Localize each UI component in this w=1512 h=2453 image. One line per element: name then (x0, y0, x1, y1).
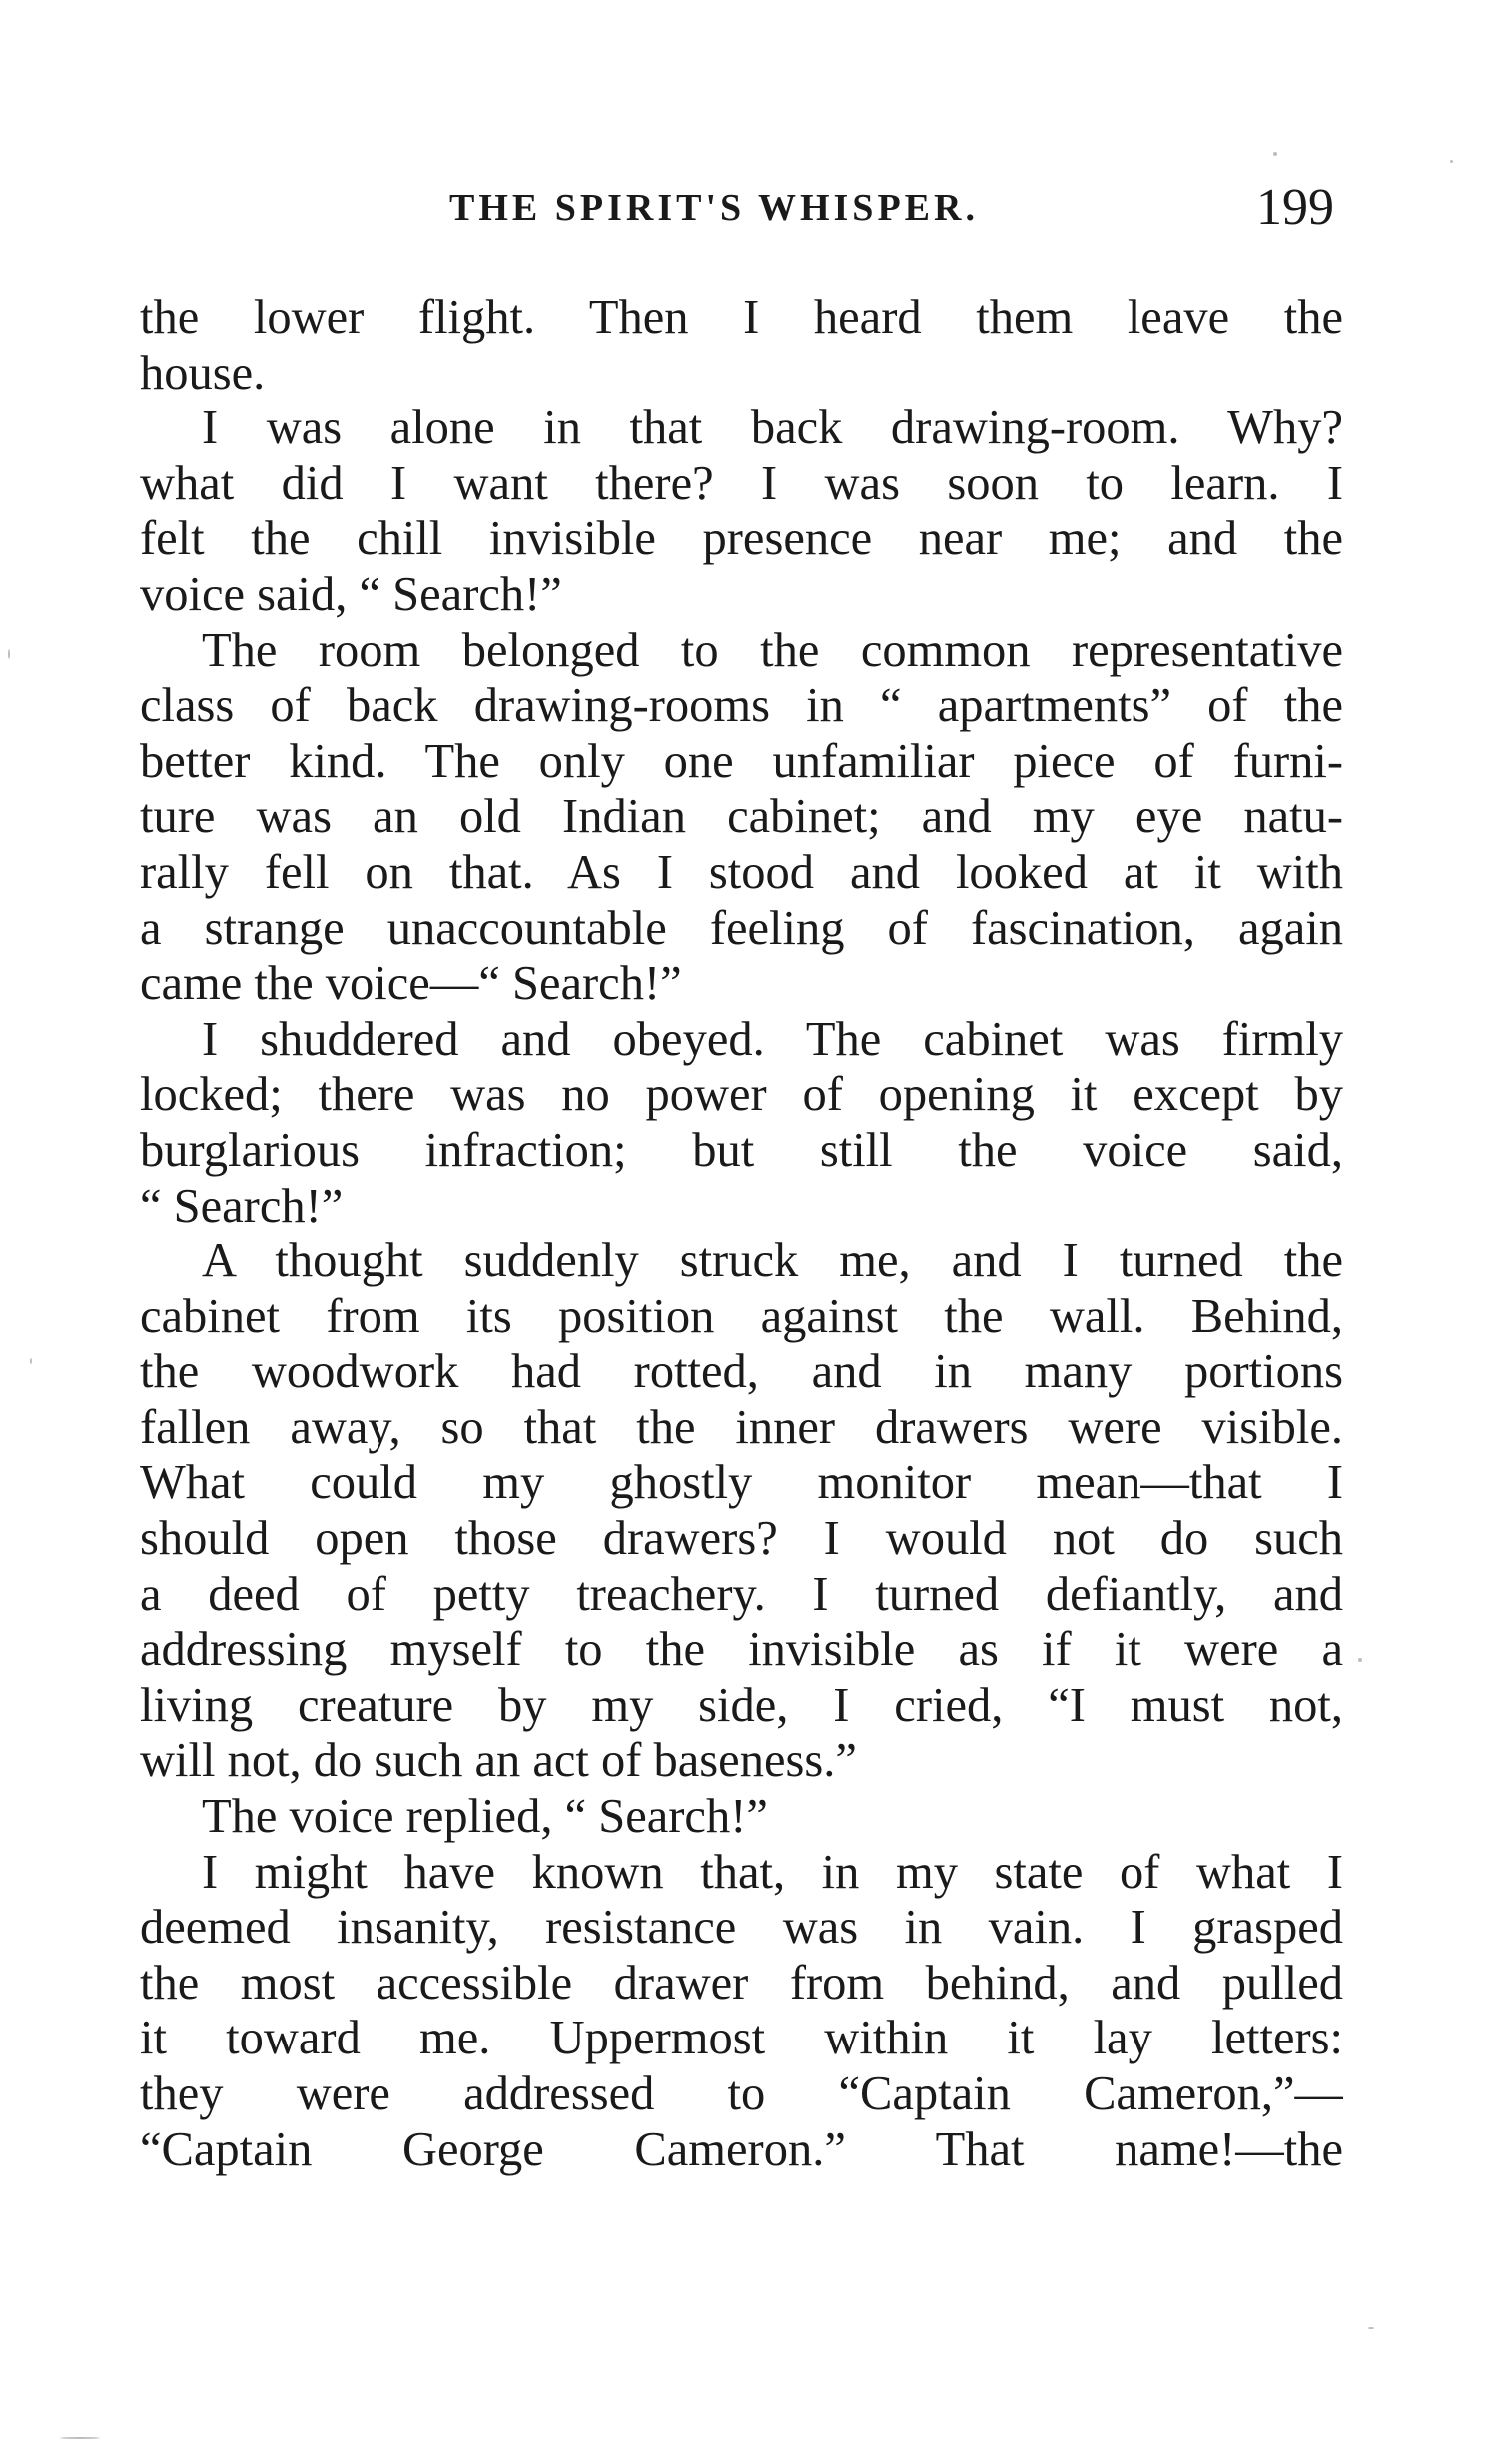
scan-speck (1450, 160, 1453, 163)
text-line: house. (140, 346, 266, 400)
text-line: What could my ghostly monitor mean—that I (140, 1456, 1343, 1510)
text-line: I might have known that, in my state of what I (202, 1845, 1343, 1899)
text-line: felt the chill invisible presence near me; and the (140, 512, 1343, 566)
scan-speck (8, 649, 10, 659)
running-title: THE SPIRIT'S WHISPER. (449, 187, 979, 229)
text-line: a strange unaccountable feeling of fascination, again (140, 901, 1343, 955)
text-line: the lower flight. Then I heard them leave the (140, 291, 1343, 344)
scan-speck (1358, 1658, 1362, 1662)
text-line: addressing myself to the invisible as if it were a (140, 1623, 1343, 1677)
text-line: burglarious infraction; but still the voice said, (140, 1123, 1343, 1177)
scan-speck (30, 1358, 32, 1364)
text-line: living creature by my side, I cried, “I must not, (140, 1678, 1343, 1732)
text-line: I was alone in that back drawing-room. Why? (202, 402, 1343, 455)
scan-speck (1273, 152, 1277, 156)
text-line: The room belonged to the common representative (202, 623, 1343, 677)
scan-speck (60, 2437, 100, 2439)
text-line: will not, do such an act of baseness.” (140, 1734, 857, 1788)
text-line: “Captain George Cameron.” That name!—the (140, 2122, 1343, 2176)
text-line: class of back drawing-rooms in “ apartments” of the (140, 679, 1343, 733)
text-line: I shuddered and obeyed. The cabinet was firmly (202, 1012, 1343, 1066)
text-line: it toward me. Uppermost within it lay letters: (140, 2012, 1343, 2065)
text-line: cabinet from its position against the wall. Behind, (140, 1289, 1343, 1343)
text-line: better kind. The only one unfamiliar piece of furni- (140, 734, 1343, 788)
text-line: locked; there was no power of opening it except by (140, 1068, 1343, 1122)
text-line: fallen away, so that the inner drawers were visible. (140, 1400, 1343, 1454)
text-line: they were addressed to “Captain Cameron,”— (140, 2067, 1343, 2120)
text-line: what did I want there? I was soon to learn. I (140, 456, 1343, 510)
text-line: A thought suddenly struck me, and I turned the (202, 1234, 1343, 1288)
text-line: voice said, “ Search!” (140, 567, 562, 621)
text-line: the woodwork had rotted, and in many portions (140, 1345, 1343, 1399)
body-text (140, 290, 1343, 2177)
text-line: came the voice—“ Search!” (140, 957, 682, 1011)
text-line: ture was an old Indian cabinet; and my eye natu- (140, 790, 1343, 844)
text-line: should open those drawers? I would not do such (140, 1512, 1343, 1566)
text-line: deemed insanity, resistance was in vain. I grasped (140, 1901, 1343, 1955)
text-line: the most accessible drawer from behind, and pulled (140, 1956, 1343, 2010)
running-head (140, 178, 1348, 248)
text-line: “ Search!” (140, 1179, 344, 1232)
page-number: 199 (1256, 179, 1334, 236)
text-line: rally fell on that. As I stood and looked at it with (140, 845, 1343, 899)
text-line: a deed of petty treachery. I turned defiantly, and (140, 1567, 1343, 1621)
scan-speck (1368, 2327, 1374, 2329)
text-line: The voice replied, “ Search!” (202, 1790, 768, 1844)
